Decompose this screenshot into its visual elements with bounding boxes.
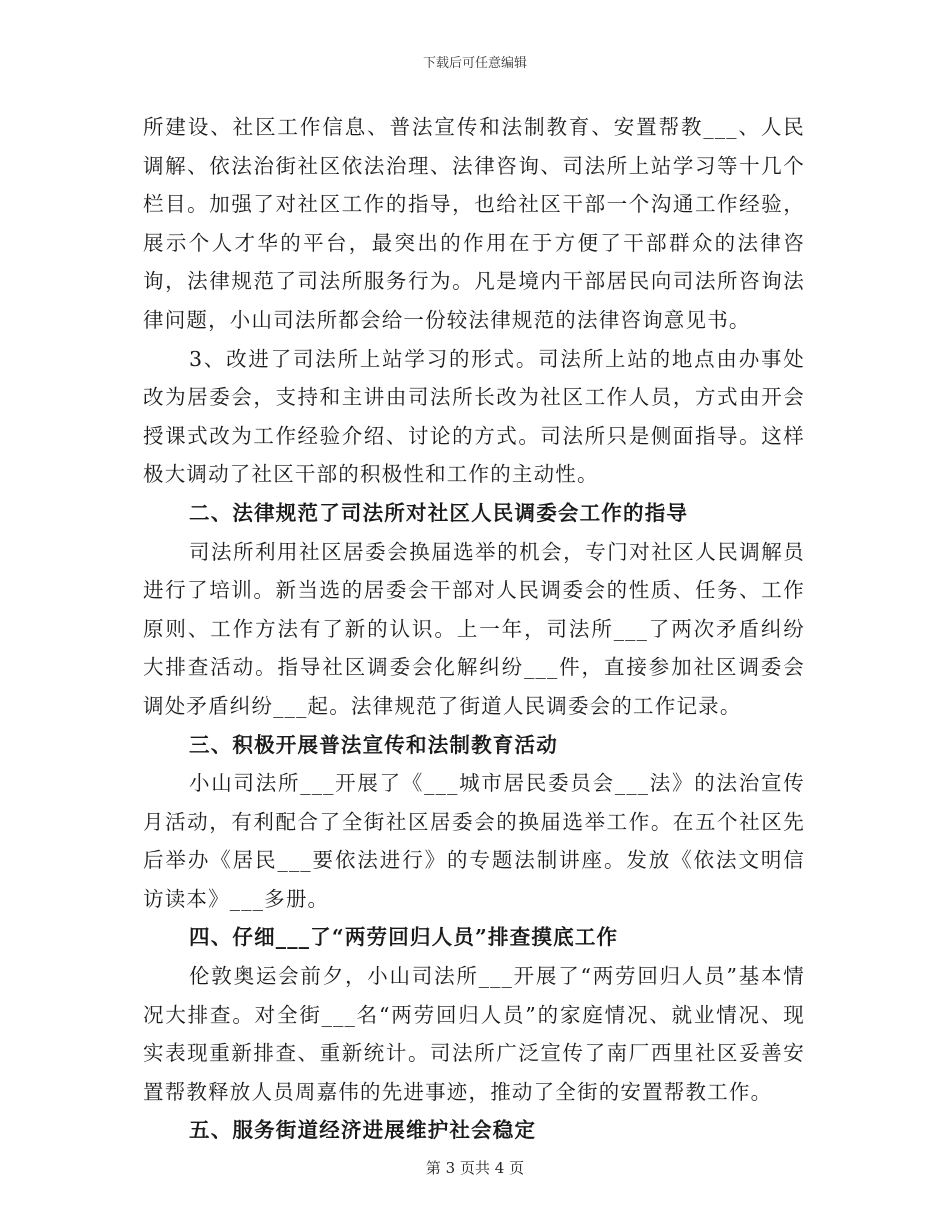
- page-header: 下载后可任意编辑: [422, 56, 527, 71]
- paragraph-5: 伦敦奥运会前夕，小山司法所___开展了“两劳回归人员”基本情况大排查。对全街___名“两劳回归人员”的家庭情况、就业情况、现实表现重新排查、重新统计。司法所广泛宣传了南厂西里社区妥善安置帮教释放人员周嘉伟的先进事迹，推动了全街的安置帮教工作。: [143, 964, 805, 1104]
- paragraph-1: 所建设、社区工作信息、普法宣传和法制教育、安置帮教___、人民调解、依法治街社区依法治理、法律咨询、司法所上站学习等十几个栏目。加强了对社区工作的指导，也给社区干部一个沟通工作经验，展示个人才华的平台，最突出的作用在于方便了干部群众的法律咨询，法律规范了司法所服务行为。凡是境内干部居民向司法所咨询法律问题，小山司法所都会给一份较法律规范的法律咨询意见书。: [143, 115, 805, 332]
- section-heading-4: 四、仔细___了“两劳回归人员”排查摸底工作: [189, 925, 619, 950]
- paragraph-3: 司法所利用社区居委会换届选举的机会，专门对社区人民调解员进行了培训。新当选的居委会干部对人民调委会的性质、任务、工作原则、工作方法有了新的认识。上一年，司法所___了两次矛盾纠纷大排查活动。指导社区调委会化解纠纷___件，直接参加社区调委会调处矛盾纠纷___起。法律规范了街道人民调委会的工作记录。: [143, 539, 805, 718]
- document-body: [143, 108, 805, 1150]
- page-footer: 第 3 页共 4 页: [425, 1159, 525, 1177]
- section-heading-5: 五、服务街道经济进展维护社会稳定: [189, 1118, 537, 1143]
- section-heading-3: 三、积极开展普法宣传和法制教育活动: [189, 732, 558, 757]
- paragraph-4: 小山司法所___开展了《___城市居民委员会___法》的法治宣传月活动，有利配合了全街社区居委会的换届选举工作。在五个社区先后举办《居民___要依法进行》的专题法制讲座。发放《依法文明信访读本》___多册。: [143, 771, 805, 911]
- section-heading-2: 二、法律规范了司法所对社区人民调委会工作的指导: [189, 500, 689, 525]
- paragraph-2: 3、改进了司法所上站学习的形式。司法所上站的地点由办事处改为居委会，支持和主讲由司法所长改为社区工作人员，方式由开会授课式改为工作经验介绍、讨论的方式。司法所只是侧面指导。这样极大调动了社区干部的积极性和工作的主动性。: [143, 346, 805, 487]
